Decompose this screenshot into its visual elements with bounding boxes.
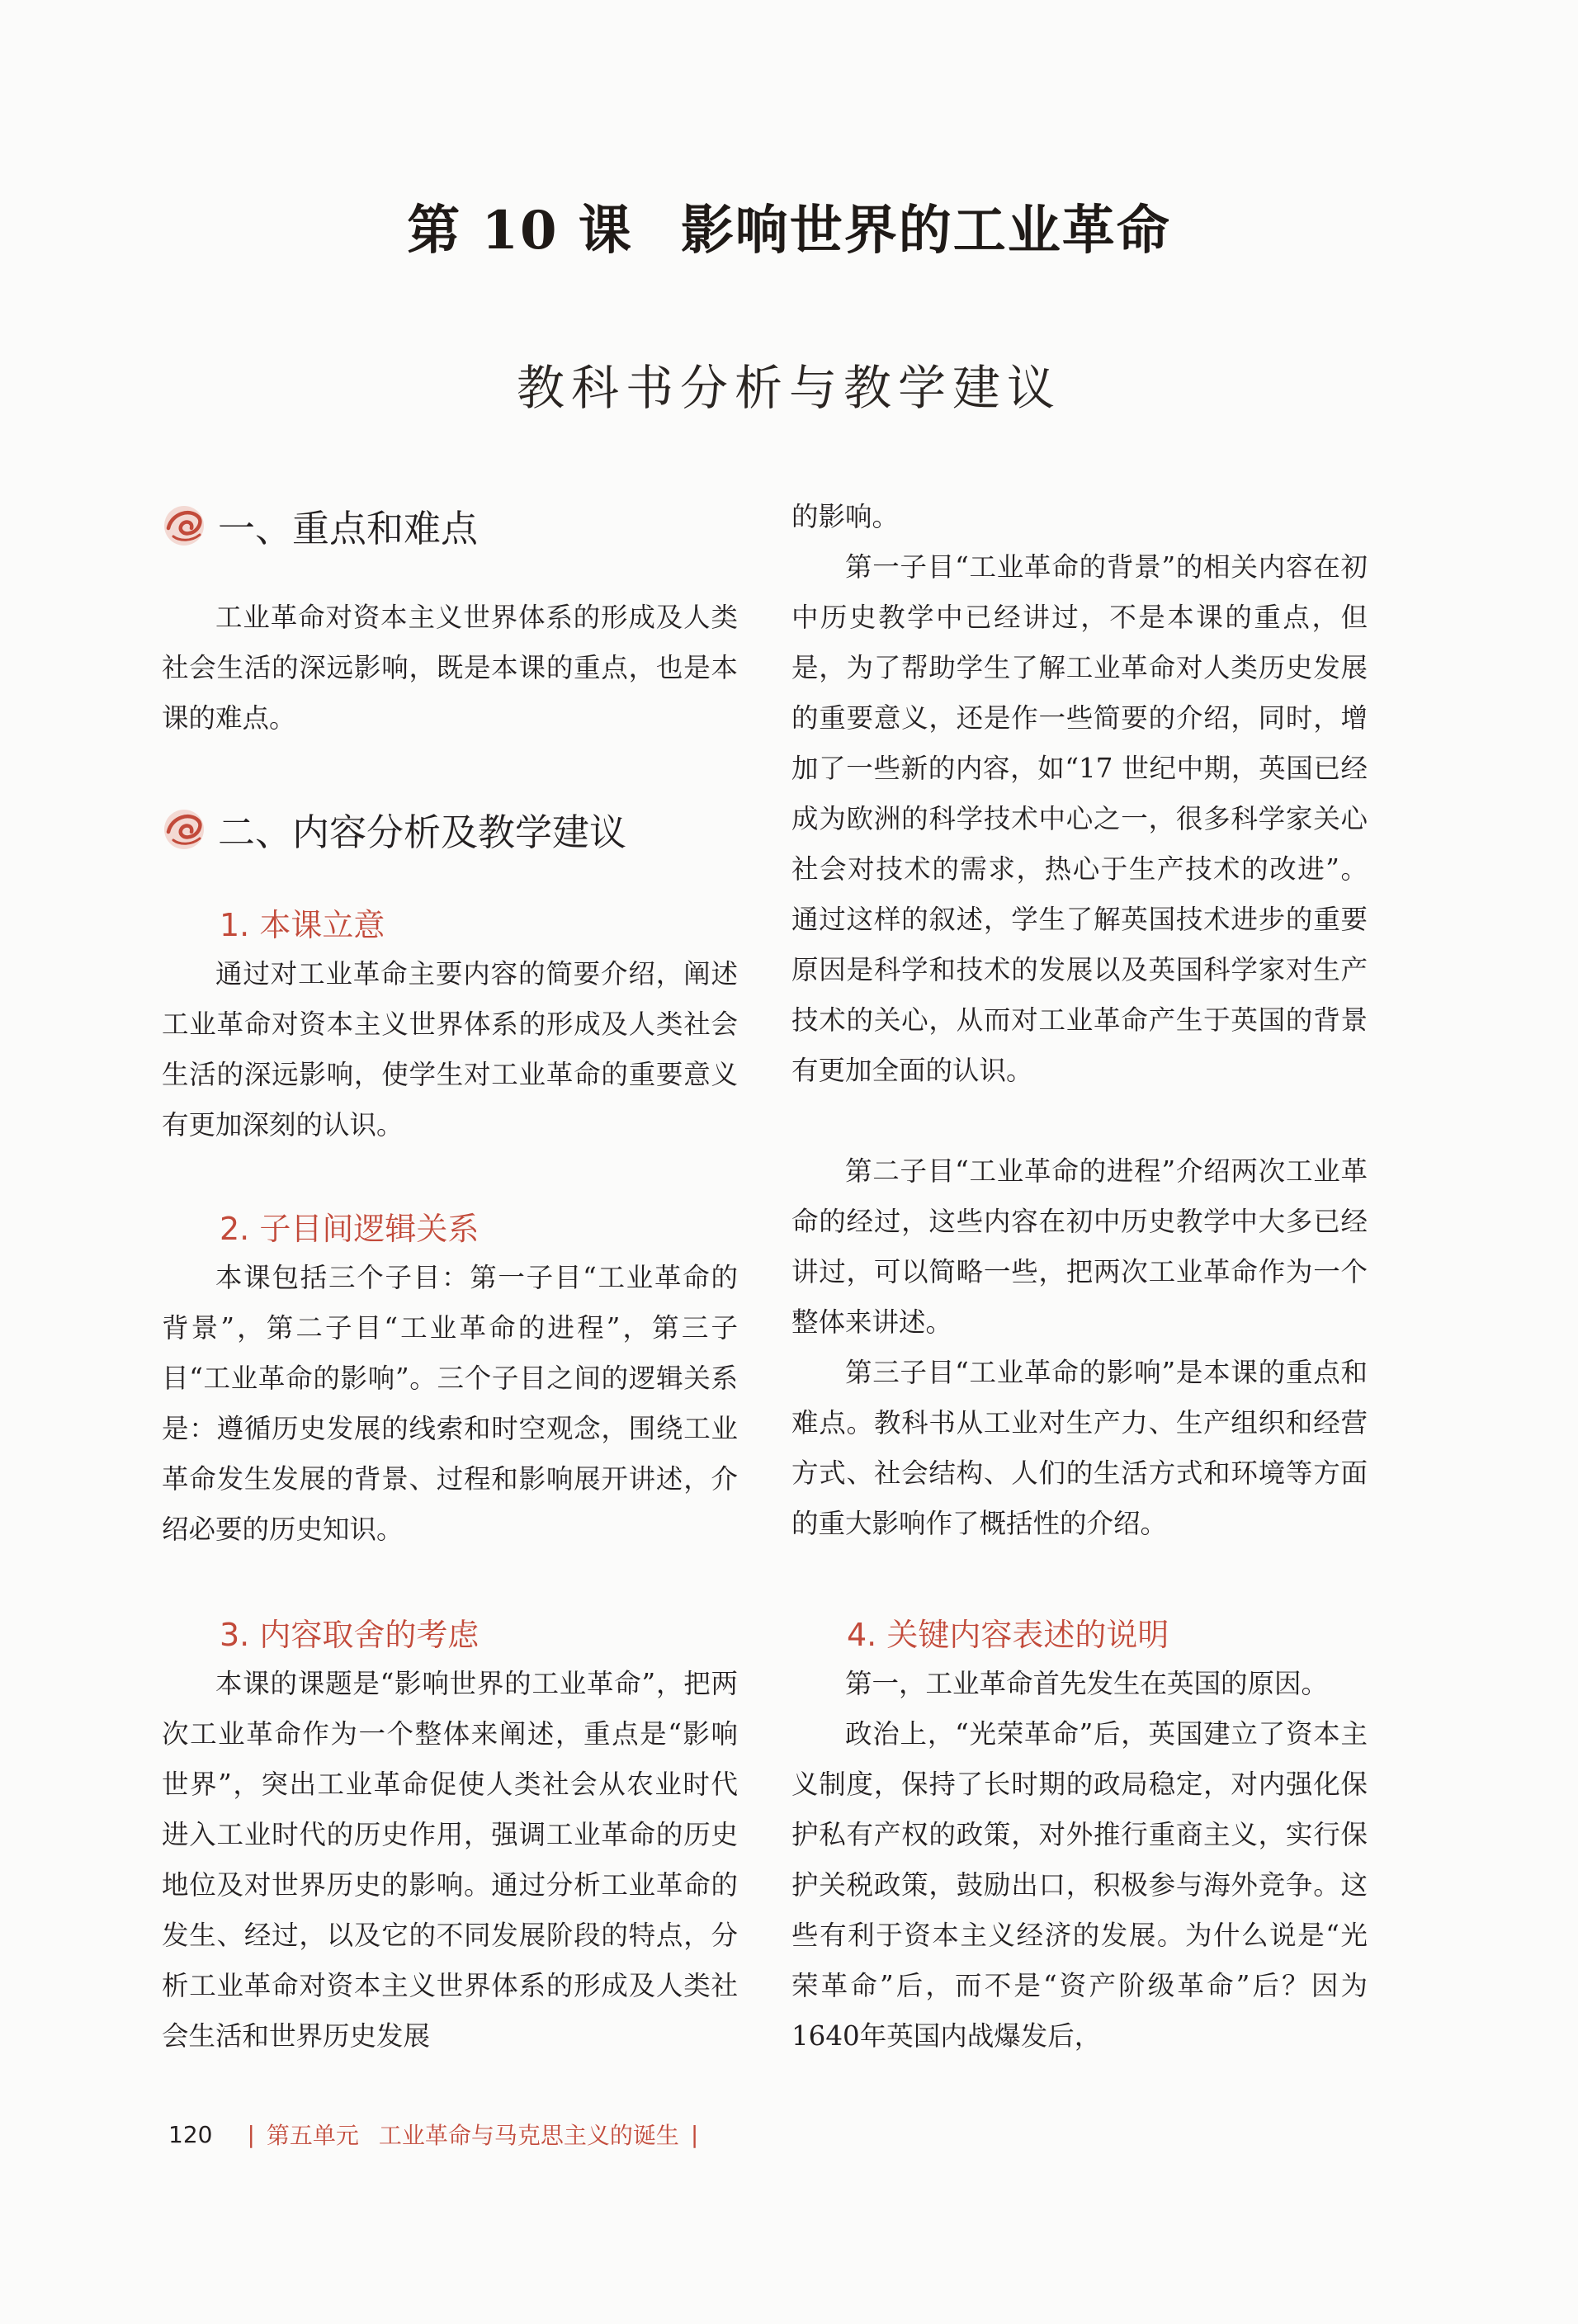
page-footer (168, 2118, 710, 2151)
first-subtopic-paragraph: 第一子目“工业革命的背景”的相关内容在初中历史教学中已经讲过，不是本课的重点，但是，为了帮助学生了解工业革命对人类历史发展的重要意义，还是作一些简要的介绍，同时，增加了一些新的内容，如“17 世纪中期，英国已经成为欧洲的科学技术中心之一，很多科学家关心社会对技术的需求，热心于生产技术的改进”。通过这样的叙述，学生了解英国技术进步的重要原因是科学和技术的发展以及英国科学家对生产技术的关心，从而对工业革命产生于英国的背景有更加全面的认识。 (791, 551, 1368, 1086)
third-subtopic-paragraph: 第三子目“工业革命的影响”是本课的重点和难点。教科书从工业对生产力、生产组织和经营方式、社会结构、人们的生活方式和环境等方面的重大影响作了概括性的介绍。 (791, 1357, 1368, 1539)
page-number: 120 (168, 2120, 213, 2148)
section-heading-content-analysis (162, 802, 626, 856)
continued-text: 的影响。 (791, 501, 900, 532)
footer-unit: 第五单元 (266, 2122, 359, 2149)
key-points-paragraph: 工业革命对资本主义世界体系的形成及人类社会生活的深远影响，既是本课的重点，也是本课的难点。 (162, 602, 738, 734)
political-reason-paragraph: 政治上，“光荣革命”后，英国建立了资本主义制度，保持了长时期的政局稳定，对内强化保护私有产权的政策，对外推行重商主义，实行保护关税政策，鼓励出口，积极参与海外竞争。这些有利于资本主义经济的发展。为什么说是“光荣革命”后，而不是“资产阶级革命”后？因为1640年英国内战爆发后， (791, 1718, 1368, 2052)
content-selection-paragraph: 本课的课题是“影响世界的工业革命”，把两次工业革命作为一个整体来阐述，重点是“影响世界”，突出工业革命促使人类社会从农业时代进入工业时代的历史作用，强调工业革命的历史地位及对世界历史的影响。通过分析工业革命的发生、经过，以及它的不同发展阶段的特点，分析工业革命对资本主义世界体系的形成及人类社会生活和世界历史发展 (162, 1668, 738, 2052)
logic-paragraph: 本课包括三个子目：第一子目“工业革命的背景”，第二子目“工业革命的进程”，第三子目“工业革命的影响”。三个子目之间的逻辑关系是：遵循历史发展的线索和时空观念，围绕工业革命发生发展的背景、过程和影响展开讲述，介绍必要的历史知识。 (162, 1262, 738, 1545)
section-heading-key-points (162, 498, 478, 552)
first-reason-paragraph: 第一，工业革命首先发生在英国的原因。 (845, 1668, 1329, 1699)
section-heading-text: 一、重点和难点 (218, 507, 479, 550)
lesson-intent-paragraph: 通过对工业革命主要内容的简要介绍，阐述工业革命对资本主义世界体系的形成及人类社会生活的深远影响，使学生对工业革命的重要意义有更加深刻的认识。 (162, 958, 738, 1141)
subheading-logic: 2. 子目间逻辑关系 (220, 1211, 480, 1247)
subheading-key-content: 4. 关键内容表述的说明 (847, 1617, 1169, 1653)
lesson-title (0, 188, 1578, 264)
lesson-number: 第 10 课 (407, 200, 633, 262)
footer-divider: | (690, 2120, 699, 2148)
brush-swirl-icon (162, 807, 206, 852)
lesson-title-text: 影响世界的工业革命 (680, 200, 1171, 262)
second-subtopic-paragraph: 第二子目“工业革命的进程”介绍两次工业革命的经过，这些内容在初中历史教学中大多已经讲过，可以简略一些，把两次工业革命作为一个整体来讲述。 (791, 1155, 1368, 1338)
subheading-lesson-intent: 1. 本课立意 (220, 907, 385, 943)
page-subtitle: 教科书分析与教学建议 (516, 360, 1061, 416)
footer-divider: | (247, 2120, 255, 2148)
footer-unit-title: 工业革命与马克思主义的诞生 (378, 2122, 679, 2149)
section-heading-text: 二、内容分析及教学建议 (218, 810, 627, 854)
brush-swirl-icon (162, 503, 206, 548)
subheading-content-selection: 3. 内容取舍的考虑 (220, 1617, 480, 1653)
